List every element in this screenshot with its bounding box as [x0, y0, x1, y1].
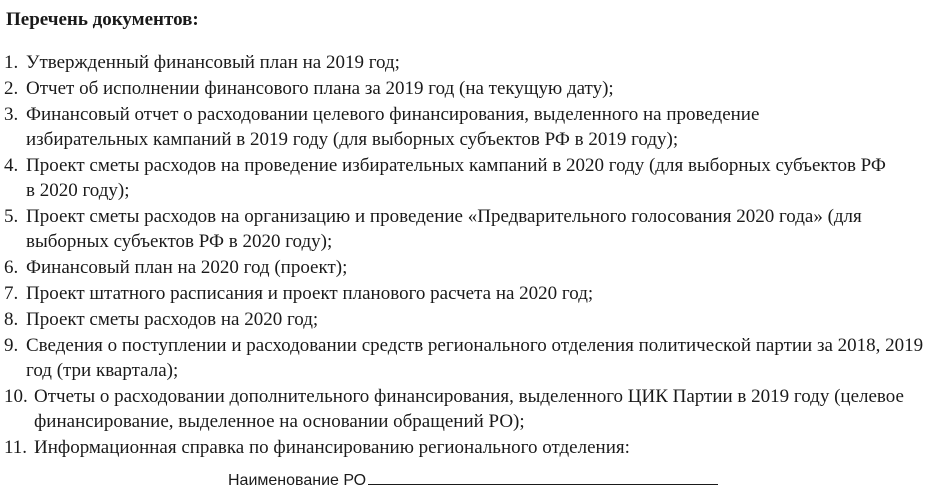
item-text: Сведения о поступлении и расходовании средств регионального отделения политической партии за 2018, 2019 год (три квартала); — [26, 335, 924, 381]
item-text: Утвержденный финансовый план на 2019 год; — [26, 52, 400, 73]
list-item — [4, 76, 939, 101]
item-text: Финансовый отчет о расходовании целевого финансирования, выделенного на проведение избирательных кампаний в 2019 году (для выборных субъектов РФ в 2019 году); — [26, 104, 760, 150]
item-text: Отчет об исполнении финансового плана за 2019 год (на текущую дату); — [26, 78, 614, 99]
item-number: 2. — [4, 78, 19, 99]
item-number: 5. — [4, 206, 19, 227]
item-text: Проект сметы расходов на организацию и проведение «Предварительного голосования 2020 года» (для выборных субъектов РФ в 2020 году); — [26, 206, 862, 252]
item-number: 1. — [4, 52, 19, 73]
item-text: Отчеты о расходовании дополнительного финансирования, выделенного ЦИК Партии в 2019 году (целевое финансирование, выделенное на основании обращений РО); — [34, 386, 904, 432]
item-text: Информационная справка по финансированию регионального отделения: — [34, 437, 630, 458]
signature-label: Наименование РО — [228, 472, 367, 489]
item-text: Проект сметы расходов на проведение избирательных кампаний в 2020 году (для выборных субъектов РФ в 2020 году); — [26, 155, 886, 201]
item-number: 9. — [4, 335, 19, 356]
item-number: 4. — [4, 155, 19, 176]
item-number: 10. — [4, 386, 28, 407]
item-text: Финансовый план на 2020 год (проект); — [26, 257, 348, 278]
list-item — [4, 153, 939, 203]
item-text: Проект штатного расписания и проект планового расчета на 2020 год; — [26, 283, 594, 304]
list-item — [4, 435, 939, 460]
item-number: 11. — [4, 437, 28, 458]
list-item — [4, 333, 939, 383]
document-title: Перечень документов: — [6, 9, 199, 30]
item-text: Проект сметы расходов на 2020 год; — [26, 309, 319, 330]
documents-list — [4, 50, 939, 461]
list-item — [4, 50, 939, 75]
list-item — [4, 255, 939, 280]
item-number: 7. — [4, 283, 19, 304]
item-number: 6. — [4, 257, 19, 278]
signature-row — [228, 466, 718, 490]
signature-underline — [368, 466, 718, 485]
list-item — [4, 102, 939, 152]
list-item — [4, 204, 939, 254]
item-number: 8. — [4, 309, 19, 330]
item-number: 3. — [4, 104, 19, 125]
list-item — [4, 307, 939, 332]
list-item — [4, 384, 939, 434]
list-item — [4, 281, 939, 306]
